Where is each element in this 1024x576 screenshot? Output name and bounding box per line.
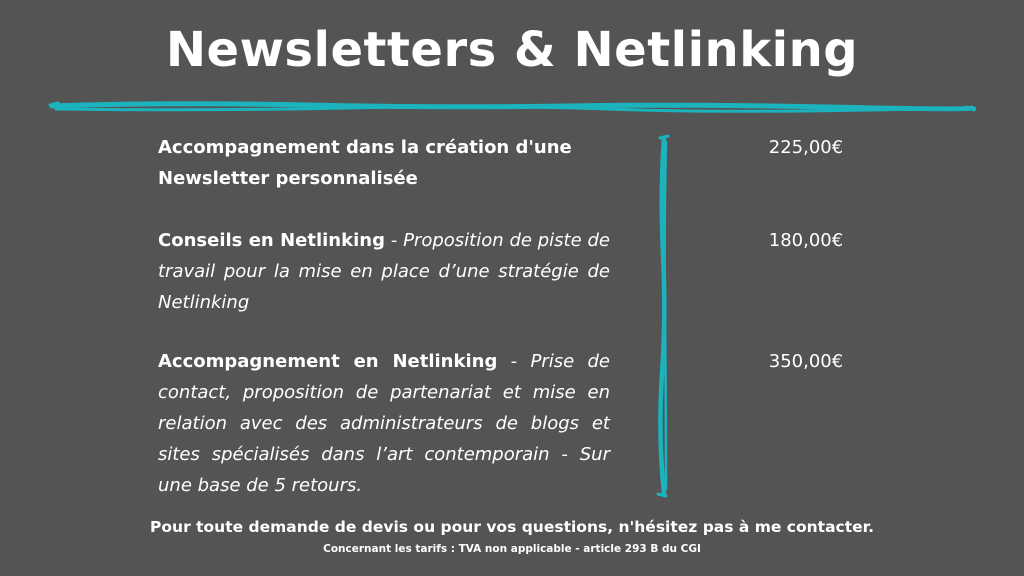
- service-description: Proposition de piste de travail pour la mise en place d’une stratégie de Netlinking: [158, 230, 610, 313]
- price-newsletter: 225,00€: [768, 137, 844, 158]
- service-description: Prise de contact, proposition de partenariat et mise en relation avec des administrateurs de blogs et sites spécialisés dans l’art contemporain - Sur une base de 5 retours.: [158, 351, 610, 496]
- page-title: Newsletters & Netlinking: [165, 22, 859, 78]
- service-name: Conseils en Netlinking: [158, 230, 385, 251]
- service-separator: -: [497, 351, 531, 372]
- service-netlinking-support: [158, 346, 610, 501]
- service-name: Accompagnement en Netlinking: [158, 351, 498, 372]
- service-name: Accompagnement dans la création d'une Newsletter personnalisée: [158, 137, 572, 189]
- service-netlinking-advice: [158, 225, 610, 318]
- service-separator: -: [384, 230, 404, 251]
- service-newsletter: [158, 132, 610, 194]
- vertical-brush-divider: [652, 134, 676, 498]
- contact-cta: Pour toute demande de devis ou pour vos questions, n'hésitez pas à me contacter.: [150, 518, 874, 536]
- price-netlinking-advice: 180,00€: [768, 230, 844, 251]
- horizontal-brush-divider: [48, 96, 976, 120]
- price-netlinking-support: 350,00€: [768, 351, 844, 372]
- tax-note: Concernant les tarifs : TVA non applicable - article 293 B du CGI: [323, 543, 701, 555]
